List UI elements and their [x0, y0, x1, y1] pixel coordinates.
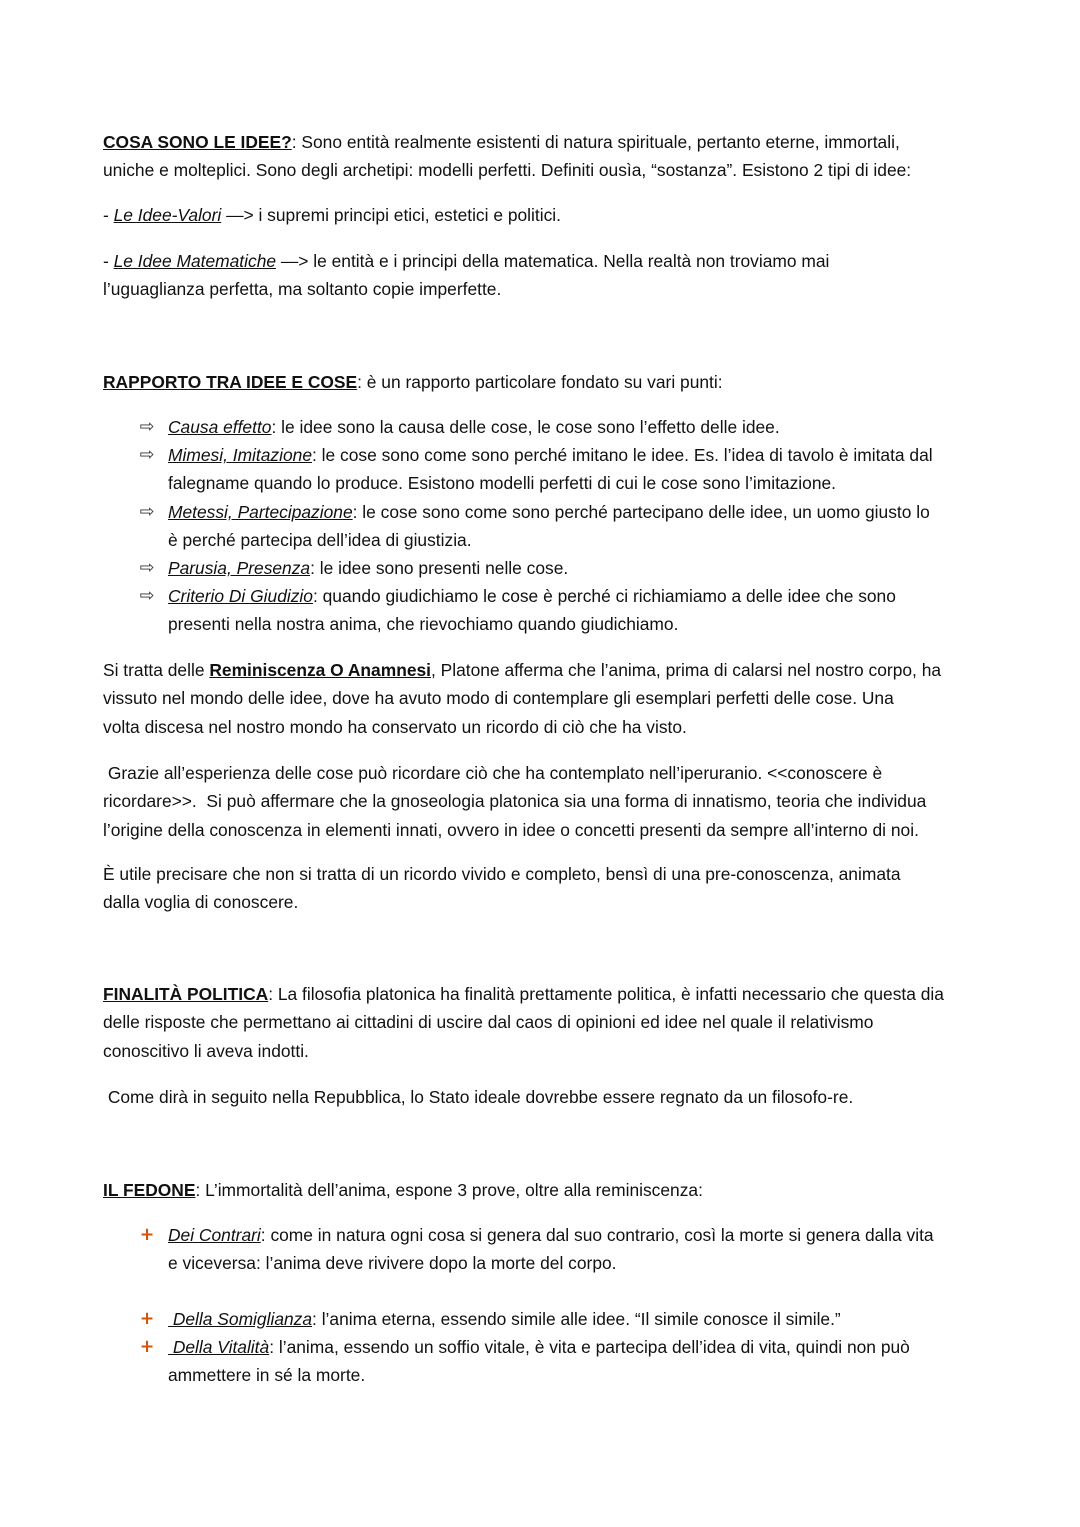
paragraph-pre-conoscenza [103, 860, 983, 917]
text: : quando giudichiamo le cose è perché ci richiamiamo a delle idee che sono [312, 586, 896, 606]
arrow-right-icon: ⇨ [139, 502, 155, 522]
list-item-idee-valori [103, 201, 983, 229]
paragraph-reminiscenza [103, 656, 983, 741]
text: conoscitivo li aveva indotti. [103, 1040, 309, 1061]
plus-icon: + [139, 1309, 155, 1329]
paragraph-repubblica [103, 1083, 983, 1111]
text: uniche e molteplici. Sono degli archetipi: modelli perfetti. Definiti ousìa, “sostanza”. Esistono 2 tipi di idee: [103, 160, 912, 181]
section-rapporto [103, 368, 983, 396]
term: Le Idee Matematiche [113, 251, 277, 271]
text: delle risposte che permettano ai cittadini di uscire dal caos di opinioni ed idee nel quale il relativismo [103, 1012, 874, 1033]
text: : l’anima, essendo un soffio vitale, è vita e partecipa dell’idea di vita, quindi non può [269, 1337, 910, 1357]
text: : le idee sono la causa delle cose, le cose sono l’effetto delle idee. [271, 417, 780, 437]
text: dalla voglia di conoscere. [103, 892, 299, 913]
text: : L’immortalità dell’anima, espone 3 prove, oltre alla reminiscenza: [195, 1180, 703, 1200]
text: : le cose sono come sono perché imitano le idee. Es. l’idea di tavolo è imitata dal [312, 445, 933, 465]
text: : le cose sono come sono perché partecipano delle idee, un uomo giusto lo [352, 502, 930, 522]
section-finalita-politica [103, 980, 983, 1065]
section-idee [103, 128, 983, 185]
text: Come dirà in seguito nella Repubblica, lo Stato ideale dovrebbe essere regnato da un filosofo-re. [103, 1087, 854, 1107]
dash: - [103, 205, 114, 225]
term: Causa effetto [168, 417, 272, 437]
text: : come in natura ogni cosa si genera dal suo contrario, così la morte si genera dalla vita [260, 1225, 934, 1245]
arrow-right-icon: ⇨ [139, 445, 155, 465]
text: falegname quando lo produce. Esistono modelli perfetti di cui le cose sono l’imitazione. [168, 473, 836, 494]
term: Mimesi, Imitazione [168, 445, 312, 465]
paragraph-iperuranio [103, 759, 983, 844]
text: : Sono entità realmente esistenti di natura spirituale, pertanto eterne, immortali, [291, 132, 900, 152]
dash: - [103, 251, 114, 271]
plus-icon: + [139, 1337, 155, 1357]
text: È utile precisare che non si tratta di un ricordo vivido e completo, bensì di una pre-conoscenza, animata [103, 864, 901, 884]
term: Della Vitalità [168, 1337, 270, 1357]
arrow-right-icon: ⇨ [139, 558, 155, 578]
list-item-idee-matematiche [103, 247, 983, 304]
text: ricordare>>. Si può affermare che la gnoseologia platonica sia una forma di innatismo, teoria che individua [103, 791, 927, 812]
term: Criterio Di Giudizio [168, 586, 313, 606]
heading-finalita-politica: FINALITÀ POLITICA [103, 984, 269, 1004]
text: —> i supremi principi etici, estetici e politici. [221, 205, 561, 225]
term: Parusia, Presenza [168, 558, 311, 578]
term: Reminiscenza O Anamnesi [209, 660, 431, 680]
heading-cosa-sono-le-idee: COSA SONO LE IDEE? [103, 132, 292, 152]
text: , Platone afferma che l’anima, prima di calarsi nel nostro corpo, ha [431, 660, 942, 680]
text: ammettere in sé la morte. [168, 1365, 366, 1386]
heading-il-fedone: IL FEDONE [103, 1180, 196, 1200]
plus-icon: + [139, 1225, 155, 1245]
text: : è un rapporto particolare fondato su vari punti: [357, 372, 723, 392]
text: vissuto nel mondo delle idee, dove ha avuto modo di contemplare gli esemplari perfetti delle cose. Una [103, 688, 894, 709]
term: Dei Contrari [168, 1225, 261, 1245]
text: volta discesa nel nostro mondo ha conservato un ricordo di ciò che ha visto. [103, 716, 687, 737]
heading-rapporto-tra-idee-e-cose: RAPPORTO TRA IDEE E COSE [103, 372, 358, 392]
text: l’origine della conoscenza in elementi innati, ovvero in idee o concetti presenti da sempre all’interno di noi. [103, 819, 919, 840]
text: presenti nella nostra anima, che rievochiamo quando giudichiamo. [168, 614, 679, 635]
term: Della Somiglianza [168, 1309, 313, 1329]
term: Metessi, Partecipazione [168, 502, 353, 522]
text: —> le entità e i principi della matematica. Nella realtà non troviamo mai [276, 251, 830, 271]
text: Si tratta delle [103, 660, 210, 680]
arrow-right-icon: ⇨ [139, 417, 155, 437]
arrow-right-icon: ⇨ [139, 586, 155, 606]
text: l’uguaglianza perfetta, ma soltanto copie imperfette. [103, 279, 502, 300]
text: : le idee sono presenti nelle cose. [310, 558, 569, 578]
text: e viceversa: l’anima deve rivivere dopo la morte del corpo. [168, 1253, 617, 1274]
text: : l’anima eterna, essendo simile alle idee. “Il simile conosce il simile.” [312, 1309, 841, 1329]
section-fedone [103, 1176, 983, 1204]
text: : La filosofia platonica ha finalità prettamente politica, è infatti necessario che questa dia [268, 984, 944, 1004]
text: è perché partecipa dell’idea di giustizia. [168, 530, 472, 551]
text: Grazie all’esperienza delle cose può ricordare ciò che ha contemplato nell’iperuranio. <<conoscere è [103, 763, 883, 783]
term: Le Idee-Valori [113, 205, 222, 225]
